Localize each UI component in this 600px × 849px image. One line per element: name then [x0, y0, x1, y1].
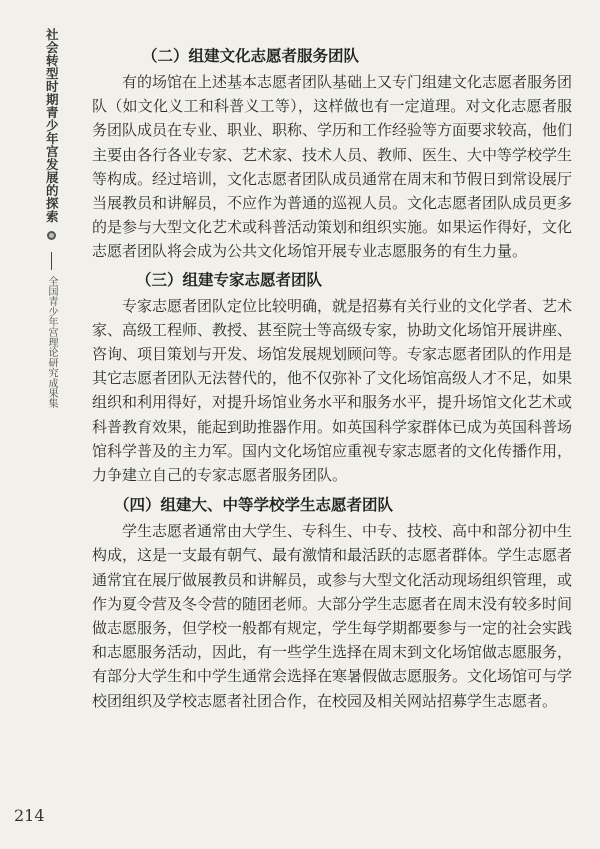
book-title: 社会转型时期青少年宫发展的探索	[44, 28, 60, 223]
series-title: 全国青少年宫理论研究成果集	[46, 276, 57, 409]
section-heading: （二）组建文化志愿者服务团队	[142, 47, 360, 65]
ornament-icon	[47, 231, 56, 240]
page-number: 214	[14, 806, 45, 825]
page-body	[92, 44, 572, 717]
body-paragraph: 有的场馆在上述基本志愿者团队基础上又专门组建文化志愿者服务团队（如文化义工和科普义工等），这样做也有一定道理。对文化志愿者服务团队成员在专业、职业、职称、学历和工作经验等方面要求较高，他们主要由各行各业专家、艺术家、技术人员、教师、医生、大中等学校学生等构成。经过培训，文化志愿者团队成员通常在周末和节假日到常设展厅当展教员和讲解员，不应作为普通的巡视人员。文化志愿者团队成员更多的是参与大型文化艺术或科普活动策划和组织实施。如果运作得好，文化志愿者团队将会成为公共文化场馆开展专业志愿服务的有生力量。	[92, 73, 573, 261]
section-heading: （三）组建专家志愿者团队	[136, 270, 323, 289]
body-paragraph: 学生志愿者通常由大学生、专科生、中专、技校、高中和部分初中生构成，这是一支最有朝气、最有激情和最活跃的志愿者群体。学生志愿者通常宜在展厅做展教员和讲解员，或参与大型文化活动现场组织管理，或作为夏令营及冬令营的随团老师。大部分学生志愿者在周末没有较多时间做志愿服务，但学校一般都有规定，学生每学期都要参与一定的社会实践和志愿服务活动，因此，有一些学生选择在周末到文化场馆做志愿服务，有部分大学生和中学生通常会选择在寒暑假做志愿服务。文化场馆可与学校团组织及学校志愿者社团合作，在校园及相关网站招募学生志愿者。	[92, 522, 573, 710]
body-paragraph: 专家志愿者团队定位比较明确，就是招募有关行业的文化学者、艺术家、高级工程师、教授、甚至院士等高级专家，协助文化场馆开展讲座、咨询、项目策划与开发、场馆发展规划顾问等。专家志愿者团队的作用是其它志愿者团队无法替代的，他不仅弥补了文化场馆高级人才不足，如果组织和利用得好，对提升场馆业务水平和服务水平，提升场馆文化艺术或科普教育效果，能起到助推器作用。如英国科学家群体已成为英国科普场馆科学普及的主力军。国内文化场馆应重视专家志愿者的文化传播作用，力争建立自己的专家志愿者服务团队。	[92, 296, 573, 485]
running-header	[40, 28, 62, 409]
section-heading: （四）组建大、中等学校学生志愿者团队	[114, 496, 394, 515]
divider	[51, 252, 52, 270]
